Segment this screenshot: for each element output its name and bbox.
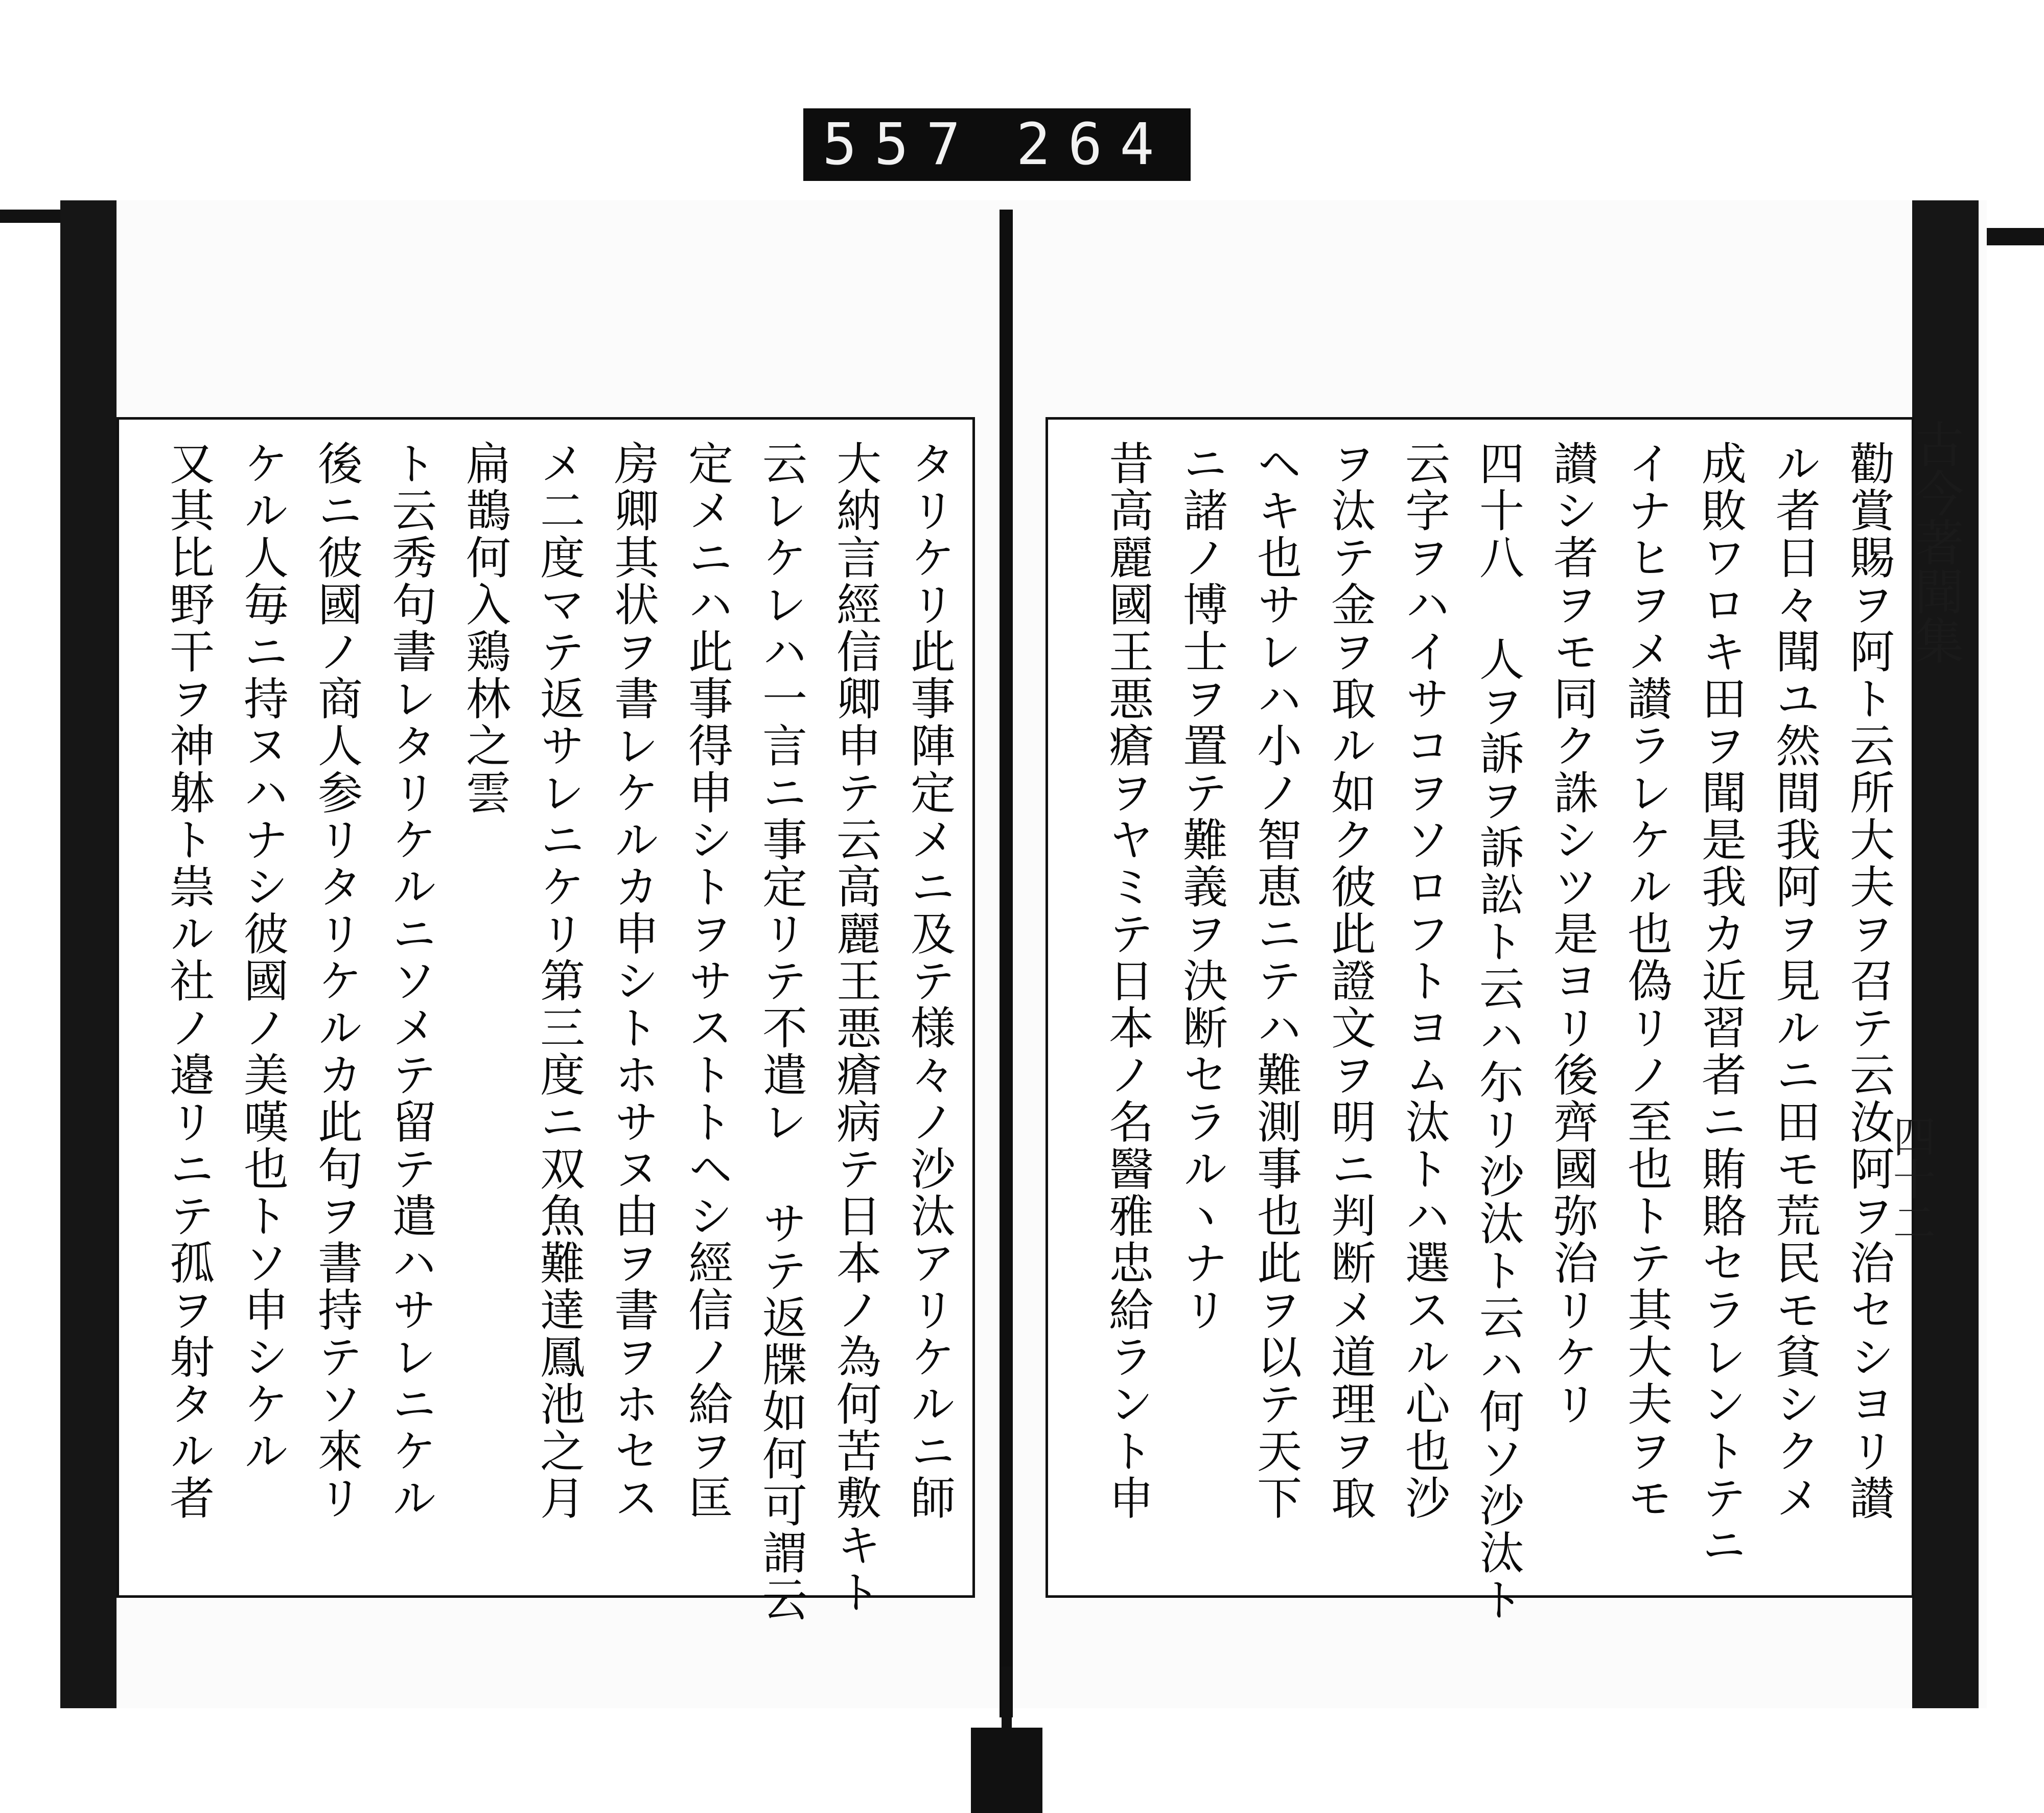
left-col-5: 房卿其状ヲ書レケルカ申シトホサヌ由ヲ書ヲホセス <box>607 440 660 1522</box>
catalog-number-left: 557 <box>822 111 978 178</box>
left-col-8: ト云秀句書レタリケルニソメテ留テ遣ハサレニケル <box>385 440 437 1522</box>
right-col-7: 云字ヲハイサコヲソロフトヨム汰トハ選スル心也沙 <box>1398 440 1451 1522</box>
right-col-5: 讃シ者ヲモ同ク誅シツ是ヨリ後齊國弥治リケリ <box>1546 440 1599 1428</box>
right-col-9: ヘキ也サレハ小ノ智恵ニテハ難測事也此ヲ以テ天下 <box>1250 440 1303 1522</box>
spine-knot <box>971 1728 1042 1813</box>
left-col-7: 扁鵲何入鶏林之雲 <box>459 440 512 816</box>
left-col-2: 大納言經信卿申テ云高麗王悪瘡病テ日本ノ為何苦敷キト <box>829 440 882 1616</box>
left-col-3: 云レケレハ一言ニ事定リテ不遣レ サテ返牒如何可謂云 <box>755 440 808 1623</box>
left-col-1: タリケリ此事陣定メニ及テ様々ノ沙汰アリケルニ師 <box>903 440 956 1522</box>
right-page-frame <box>1046 417 1914 1623</box>
left-book-edge <box>60 200 117 1708</box>
left-col-10: ケル人毎ニ持ヌハナシ彼國ノ美嘆也トソ申シケル <box>237 440 289 1475</box>
catalog-number-right: 264 <box>1016 111 1172 178</box>
right-col-11: 昔高麗國王悪瘡ヲヤミテ日本ノ名醫雅忠給ラント申 <box>1102 440 1154 1522</box>
left-col-9: 後ニ彼國ノ商人参リタリケルカ此句ヲ書持テソ來リ <box>311 440 363 1522</box>
right-col-2: ル者日々聞ユ然間我阿ヲ見ルニ田モ荒民モ貧シクメ <box>1769 440 1821 1522</box>
catalog-label <box>803 108 1191 181</box>
spine-stem <box>1002 1666 1012 1733</box>
right-col-6: 四十八 人ヲ訴ヲ訴訟ト云ハ尓リ沙汰ト云ハ何ソ沙汰ト <box>1472 440 1525 1623</box>
right-col-3: 成敗ワロキ田ヲ聞是我カ近習者ニ賄賂セラレントテニ <box>1694 440 1747 1569</box>
page-folio: 四十二 <box>1886 1114 1936 1243</box>
right-col-8: ヲ汰テ金ヲ取ル如ク彼此證文ヲ明ニ判断メ道理ヲ取 <box>1324 440 1377 1522</box>
right-col-10: ニ諸ノ博士ヲ置テ難義ヲ決断セラルヽナリ <box>1176 440 1228 1334</box>
spine <box>1000 210 1013 1717</box>
left-col-4: 定メニハ此事得申シトヲサストトヘシ經信ノ給ヲ匡 <box>681 440 734 1522</box>
left-col-6: メ二度マテ返サレニケリ第三度ニ双魚難達鳳池之月 <box>533 440 586 1522</box>
book-title-margin: 古今著聞集 <box>1907 419 1964 664</box>
right-col-1: 勸賞賜ヲ阿ト云所大夫ヲ召テ云汝阿ヲ治セシヨリ讃 <box>1843 440 1895 1522</box>
left-col-11: 又其比野干ヲ神躰ト祟ル社ノ邉リニテ孤ヲ射タル者 <box>162 440 215 1522</box>
right-col-4: イナヒヲメ讃ラレケル也偽リノ至也トテ其大夫ヲモ <box>1620 440 1673 1522</box>
left-page-frame <box>117 417 975 1623</box>
top-left-bar <box>0 210 66 223</box>
